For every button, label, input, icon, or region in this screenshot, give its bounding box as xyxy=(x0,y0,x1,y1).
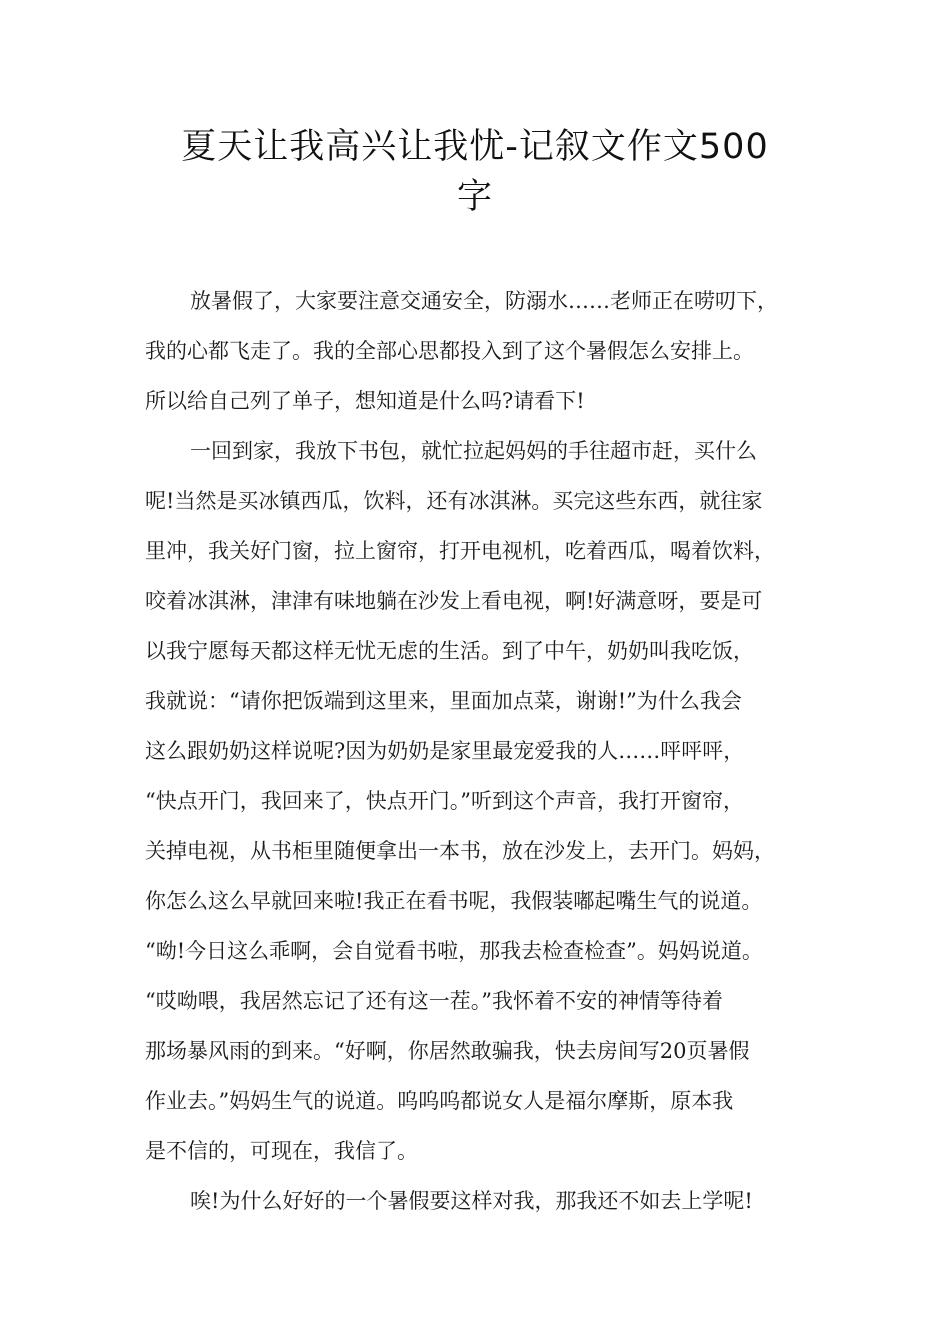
text-line: 唉!为什么好好的一个暑假要这样对我，那我还不如去上学呢! xyxy=(190,1189,753,1213)
text-line: 放暑假了，大家要注意交通安全，防溺水……老师正在唠叨下， xyxy=(190,289,778,313)
text-line: 关掉电视，从书柜里随便拿出一本书，放在沙发上，去开门。妈妈， xyxy=(145,839,775,863)
text-line: 所以给自己列了单子，想知道是什么吗?请看下! xyxy=(145,389,585,413)
text-line: 一回到家，我放下书包，就忙拉起妈妈的手往超市赶，买什么 xyxy=(190,439,757,463)
text-line: 呢!当然是买冰镇西瓜，饮料，还有冰淇淋。买完这些东西，就往家 xyxy=(145,489,763,513)
document-body xyxy=(145,276,825,1226)
text-line: 是不信的，可现在，我信了。 xyxy=(145,1139,418,1163)
paragraph-2 xyxy=(145,426,825,1176)
text-line: 我就说：“请你把饭端到这里来，里面加点菜，谢谢!”为什么我会 xyxy=(145,689,742,713)
text-line: 你怎么这么早就回来啦!我正在看书呢，我假装嘟起嘴生气的说道。 xyxy=(145,889,763,913)
title-line-2: 字 xyxy=(456,177,493,217)
text-line: 咬着冰淇淋，津津有味地躺在沙发上看电视，啊!好满意呀，要是可 xyxy=(145,589,763,613)
text-line: 里冲，我关好门窗，拉上窗帘，打开电视机，吃着西瓜，喝着饮料， xyxy=(145,539,775,563)
text-line: “呦!今日这么乖啊，会自觉看书啦，那我去检查检查”。妈妈说道。 xyxy=(145,939,763,963)
text-line: 那场暴风雨的到来。“好啊，你居然敢骗我，快去房间写20页暑假 xyxy=(145,1039,750,1063)
document-title xyxy=(110,122,840,222)
text-line: “快点开门，我回来了，快点开门。”听到这个声音，我打开窗帘， xyxy=(145,789,744,813)
title-line-1: 夏天让我高兴让我忧-记叙文作文500 xyxy=(181,127,769,167)
text-line: 这么跟奶奶这样说呢?因为奶奶是家里最宠爱我的人……呯呯呯， xyxy=(145,739,745,763)
paragraph-3 xyxy=(145,1176,825,1226)
paragraph-1 xyxy=(145,276,825,426)
text-line: 我的心都飞走了。我的全部心思都投入到了这个暑假怎么安排上。 xyxy=(145,339,754,363)
text-line: “哎呦喂，我居然忘记了还有这一茬。”我怀着不安的神情等待着 xyxy=(145,989,723,1013)
text-line: 以我宁愿每天都这样无忧无虑的生活。到了中午，奶奶叫我吃饭， xyxy=(145,639,754,663)
text-line: 作业去。”妈妈生气的说道。呜呜呜都说女人是福尔摩斯，原本我 xyxy=(145,1089,734,1113)
